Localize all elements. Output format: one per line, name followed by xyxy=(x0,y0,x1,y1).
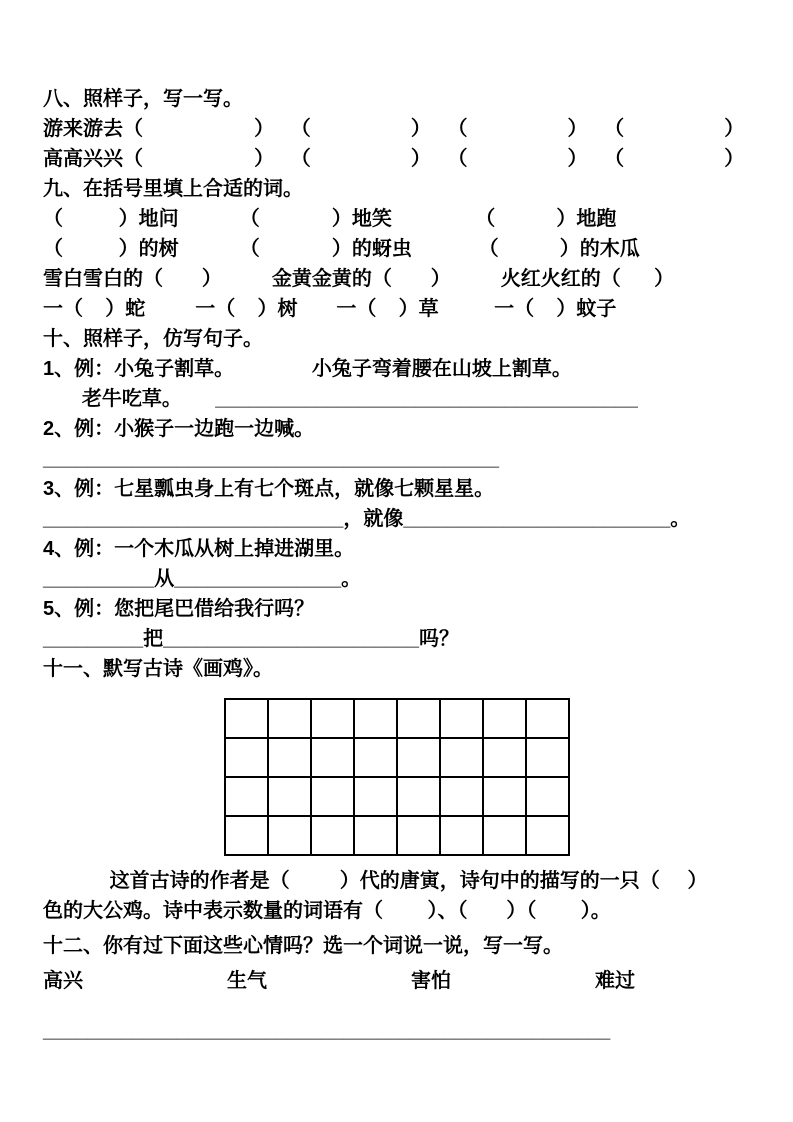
section10-item5-answer-line: _________把_______________________吗？ xyxy=(43,628,459,650)
grid-cell xyxy=(226,778,269,817)
grid-cell xyxy=(441,739,484,778)
poem-grid xyxy=(224,698,570,856)
grid-cell xyxy=(226,700,269,739)
section9-fill-row-4: 一（ ）蛇 一（ ）树 一（ ）草 一（ ）蚊子 xyxy=(43,298,617,320)
section9-title: 九、在括号里填上合适的词。 xyxy=(43,178,303,200)
grid-cell xyxy=(441,817,484,856)
grid-cell xyxy=(441,778,484,817)
section8-pattern-row-2: 高高兴兴（ ） （ ） （ ） （ ） xyxy=(43,148,745,170)
grid-cell xyxy=(484,817,527,856)
grid-cell xyxy=(398,817,441,856)
grid-cell xyxy=(355,817,398,856)
grid-cell xyxy=(398,700,441,739)
section10-item4-answer-line: __________从_______________。 xyxy=(43,568,362,590)
grid-cell xyxy=(484,778,527,817)
grid-cell xyxy=(355,739,398,778)
grid-cell xyxy=(269,700,312,739)
section9-fill-row-2: （ ）的树 （ ）的蚜虫 （ ）的木瓜 xyxy=(43,238,640,260)
grid-cell xyxy=(312,700,355,739)
grid-cell xyxy=(527,700,570,739)
section11-question-line-1: 这首古诗的作者是（ ）代的唐寅，诗句中的描写的一只（ ） xyxy=(43,870,708,892)
section10-title: 十、照样子，仿写句子。 xyxy=(43,328,263,350)
grid-cell xyxy=(355,700,398,739)
emotion-word-angry: 生气 xyxy=(227,970,267,992)
section10-item3-answer-line: ___________________________，就像________________________。 xyxy=(43,508,691,530)
section9-fill-row-3: 雪白雪白的（ ） 金黄金黄的（ ） 火红火红的（ ） xyxy=(43,268,675,290)
emotion-word-afraid: 害怕 xyxy=(411,970,451,992)
section10-item3-example: 3、例：七星瓢虫身上有七个斑点，就像七颗星星。 xyxy=(43,478,495,500)
grid-cell xyxy=(226,817,269,856)
emotion-word-sad: 难过 xyxy=(595,970,635,992)
section10-item4-example: 4、例：一个木瓜从树上掉进湖里。 xyxy=(43,538,355,560)
grid-cell xyxy=(527,778,570,817)
grid-cell xyxy=(269,778,312,817)
grid-cell xyxy=(441,700,484,739)
grid-cell xyxy=(269,817,312,856)
grid-cell xyxy=(355,778,398,817)
grid-cell xyxy=(398,739,441,778)
grid-cell xyxy=(484,700,527,739)
emotion-words-row xyxy=(43,966,635,996)
grid-cell xyxy=(398,778,441,817)
emotion-word-happy: 高兴 xyxy=(43,970,83,992)
grid-cell xyxy=(527,817,570,856)
grid-cell xyxy=(484,739,527,778)
section10-item2-example: 2、例：小猴子一边跑一边喊。 xyxy=(43,418,315,440)
grid-cell xyxy=(269,739,312,778)
grid-cell xyxy=(312,739,355,778)
section10-item1-example: 1、例：小兔子割草。 小兔子弯着腰在山坡上割草。 xyxy=(43,358,572,380)
section9-fill-row-1: （ ）地问 （ ）地笑 （ ）地跑 xyxy=(43,208,617,230)
section11-question-line-2: 色的大公鸡。诗中表示数量的词语有（ ）、（ ）（ ）。 xyxy=(43,900,611,922)
section10-item5-example: 5、例：您把尾巴借给我行吗？ xyxy=(43,598,315,620)
section11-title: 十一、默写古诗《画鸡》。 xyxy=(43,658,273,680)
section10-item2-answer-line: _________________________________________ xyxy=(43,448,500,470)
section8-title: 八、照样子，写一写。 xyxy=(43,88,243,110)
grid-cell xyxy=(312,817,355,856)
section10-item1-answer-line: 老牛吃草。 ______________________________________ xyxy=(43,388,638,410)
grid-cell xyxy=(527,739,570,778)
grid-cell xyxy=(312,778,355,817)
section12-title: 十二、你有过下面这些心情吗？选一个词说一说，写一写。 xyxy=(43,935,563,957)
grid-cell xyxy=(226,739,269,778)
section12-answer-line: ___________________________________________________ xyxy=(43,1020,611,1042)
section8-pattern-row-1: 游来游去（ ） （ ） （ ） （ ） xyxy=(43,118,745,140)
